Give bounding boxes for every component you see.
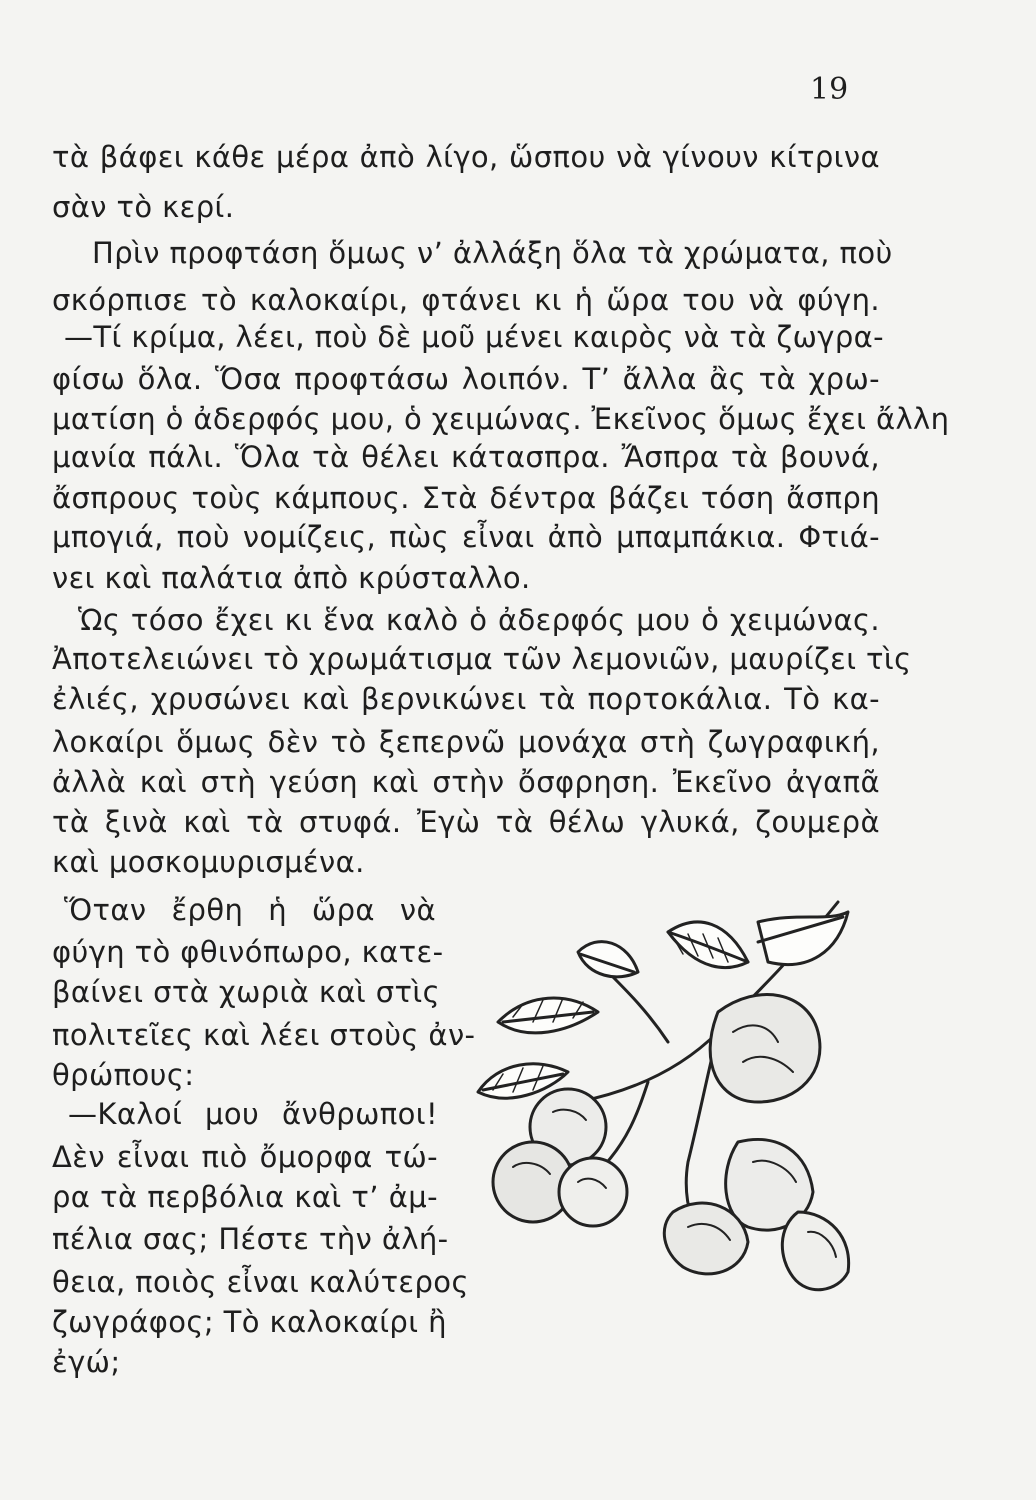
text-line: θρώπους: [52, 1058, 195, 1092]
text-line: Ὅταν ἔρθη ἡ ὥρα νὰ [64, 893, 436, 927]
text-line: Ὡς τόσο ἔχει κι ἕνα καλὸ ὁ ἀδερφός μου ὁ χειμώνας. [78, 603, 880, 637]
text-line: ἐλιές, χρυσώνει καὶ βερνικώνει τὰ πορτοκάλια. Τὸ κα- [52, 682, 880, 716]
text-line: πέλια σας; Πέστε τὴν ἀλή- [52, 1222, 449, 1256]
text-line: —Καλοί μου ἄνθρωποι! [68, 1097, 438, 1131]
text-line: μανία πάλι. Ὅλα τὰ θέλει κάτασπρα. Ἄσπρα τὰ βουνά, [52, 440, 880, 474]
text-line: Πρὶν προφτάση ὅμως ν’ ἀλλάξη ὅλα τὰ χρώματα, ποὺ [92, 236, 893, 270]
text-line: ρα τὰ περβόλια καὶ τ’ ἀμ- [52, 1180, 438, 1214]
text-line: πολιτεῖες καὶ λέει στοὺς ἀν- [52, 1018, 476, 1052]
text-line: σκόρπισε τὸ καλοκαίρι, φτάνει κι ἡ ὥρα του νὰ φύγη. [52, 283, 880, 317]
text-line: φύγη τὸ φθινόπωρο, κατε- [52, 935, 444, 969]
text-line: μπογιά, ποὺ νομίζεις, πὼς εἶναι ἀπὸ μπαμπάκια. Φτιά- [52, 520, 880, 554]
text-line: νει καὶ παλάτια ἀπὸ κρύσταλλο. [52, 561, 531, 595]
text-line: ἀλλὰ καὶ στὴ γεύση καὶ στὴν ὄσφρηση. Ἐκεῖνο ἀγαπᾶ [52, 765, 880, 799]
text-line: —Τί κρίμα, λέει, ποὺ δὲ μοῦ μένει καιρὸς νὰ τὰ ζωγρα- [64, 320, 885, 354]
citrus-branch-illustration [458, 892, 878, 1312]
text-line: ματίση ὁ ἀδερφός μου, ὁ χειμώνας. Ἐκεῖνος ὅμως ἔχει ἄλλη [52, 402, 950, 436]
text-line: θεια, ποιὸς εἶναι καλύτερος [52, 1265, 469, 1299]
text-line: φίσω ὅλα. Ὅσα προφτάσω λοιπόν. Τ’ ἄλλα ἂς τὰ χρω- [52, 362, 880, 396]
text-line: τὰ βάφει κάθε μέρα ἀπὸ λίγο, ὥσπου νὰ γίνουν κίτρινα [52, 140, 880, 174]
text-line: βαίνει στὰ χωριὰ καὶ στὶς [52, 975, 441, 1009]
text-line: σὰν τὸ κερί. [52, 190, 235, 224]
text-line: ἐγώ; [52, 1345, 121, 1379]
text-line: τὰ ξινὰ καὶ τὰ στυφά. Ἐγὼ τὰ θέλω γλυκά, ζουμερὰ [52, 805, 880, 839]
text-line: καὶ μοσκομυρισμένα. [52, 845, 365, 879]
text-line: ἄσπρους τοὺς κάμπους. Στὰ δέντρα βάζει τόση ἄσπρη [52, 481, 880, 515]
text-line: Δὲν εἶναι πιὸ ὄμορφα τώ- [52, 1140, 438, 1174]
page-number: 19 [810, 72, 849, 107]
text-line: ζωγράφος; Τὸ καλοκαίρι ἢ [52, 1305, 447, 1339]
text-line: Ἀποτελειώνει τὸ χρωμάτισμα τῶν λεμονιῶν, μαυρίζει τὶς [52, 642, 912, 676]
text-line: λοκαίρι ὅμως δὲν τὸ ξεπερνῶ μονάχα στὴ ζωγραφική, [52, 725, 880, 759]
